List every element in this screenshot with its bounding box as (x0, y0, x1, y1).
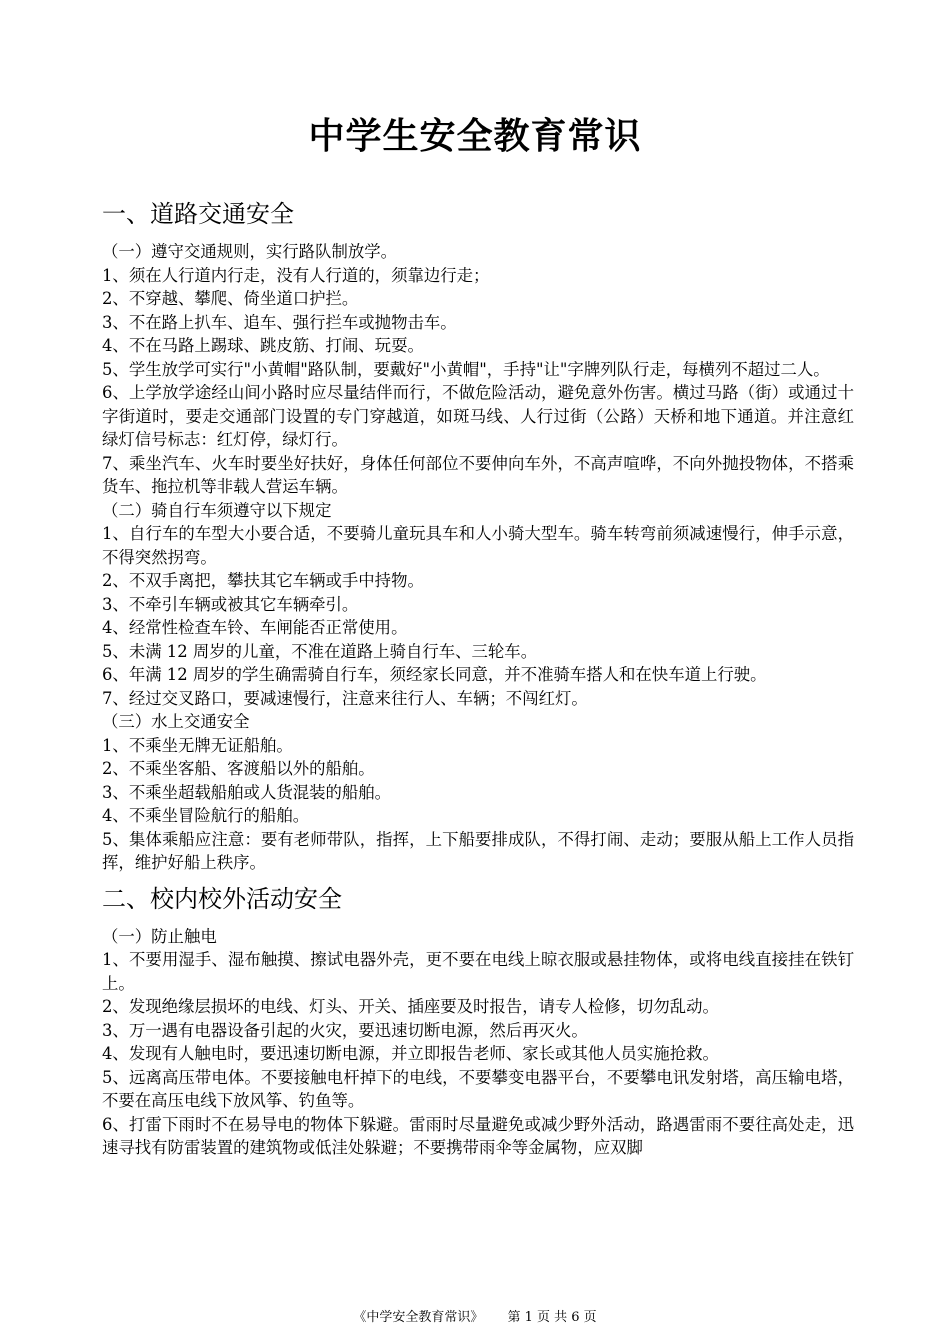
paragraph: 2、不乘坐客船、客渡船以外的船舶。 (102, 759, 375, 778)
section-body-activities (102, 925, 854, 1160)
paragraph: 6、年满 12 周岁的学生确需骑自行车，须经家长同意，并不准骑车搭人和在快车道上行驶。 (102, 665, 767, 684)
paragraph: 3、万一遇有电器设备引起的火灾，要迅速切断电源，然后再灭火。 (102, 1020, 588, 1040)
paragraph: 6、上学放学途经山间小路时应尽量结伴而行，不做危险活动，避免意外伤害。横过马路（街）或通过十字街道时，要走交通部门设置的专门穿越道，如斑马线、人行过街（公路）天桥和地下通道。并注意红绿灯信号标志：红灯停，绿灯行。 (102, 383, 854, 449)
paragraph: 6、打雷下雨时不在易导电的物体下躲避。雷雨时尽量避免或减少野外活动，路遇雷雨不要往高处走，迅速寻找有防雷装置的建筑物或低洼处躲避；不要携带雨伞等金属物，应双脚 (102, 1114, 854, 1157)
paragraph: 7、乘坐汽车、火车时要坐好扶好，身体任何部位不要伸向车外，不高声喧哗，不向外抛投物体，不搭乘货车、拖拉机等非载人营运车辆。 (102, 453, 854, 496)
footer-doc-name: 《中学安全教育常识》 (353, 1310, 484, 1325)
paragraph: 3、不乘坐超载船舶或人货混装的船舶。 (102, 782, 392, 802)
paragraph: 1、不乘坐无牌无证船舶。 (102, 735, 293, 755)
paragraph: （一）遵守交通规则，实行路队制放学。 (102, 242, 398, 261)
section-heading-traffic: 一、道路交通安全 (102, 200, 294, 228)
paragraph: 3、不在路上扒车、追车、强行拦车或抛物击车。 (102, 312, 457, 332)
paragraph: 5、集体乘船应注意：要有老师带队，指挥，上下船要排成队，不得打闹、走动；要服从船上工作人员指挥，维护好船上秩序。 (102, 829, 854, 872)
paragraph: （一）防止触电 (102, 926, 217, 946)
section-heading-activities: 二、校内校外活动安全 (102, 884, 342, 913)
paragraph: 2、发现绝缘层损坏的电线、灯头、开关、插座要及时报告，请专人检修，切勿乱动。 (102, 997, 719, 1016)
paragraph: 1、须在人行道内行走，没有人行道的，须靠边行走； (102, 265, 490, 285)
section-body-traffic (102, 240, 854, 875)
page-footer (0, 1306, 950, 1325)
paragraph: （二）骑自行车须遵守以下规定 (102, 500, 332, 520)
paragraph: 4、不在马路上踢球、跳皮筋、打闹、玩耍。 (102, 336, 424, 355)
paragraph: 3、不牵引车辆或被其它车辆牵引。 (102, 594, 359, 614)
paragraph: （三）水上交通安全 (102, 712, 250, 731)
paragraph: 4、不乘坐冒险航行的船舶。 (102, 806, 310, 825)
paragraph: 5、远离高压带电体。不要接触电杆掉下的电线，不要攀变电器平台，不要攀电讯发射塔，高压输电塔，不要在高压电线下放风筝、钓鱼等。 (102, 1067, 854, 1110)
document-title: 中学生安全教育常识 (308, 116, 642, 157)
paragraph: 5、未满 12 周岁的儿童，不准在道路上骑自行车、三轮车。 (102, 641, 538, 661)
paragraph: 7、经过交叉路口，要减速慢行，注意来往行人、车辆；不闯红灯。 (102, 688, 588, 708)
paragraph: 2、不双手离把，攀扶其它车辆或手中持物。 (102, 571, 424, 590)
paragraph: 4、发现有人触电时，要迅速切断电源，并立即报告老师、家长或其他人员实施抢救。 (102, 1044, 719, 1063)
paragraph: 1、不要用湿手、湿布触摸、擦试电器外壳，更不要在电线上晾衣服或悬挂物体，或将电线直接挂在铁钉上。 (102, 950, 854, 993)
paragraph: 2、不穿越、攀爬、倚坐道口护拦。 (102, 289, 359, 308)
document-body (102, 196, 854, 1160)
paragraph: 5、学生放学可实行"小黄帽"路队制，要戴好"小黄帽"，手持"让"字牌列队行走，每横列不超过二人。 (102, 359, 830, 379)
footer-page-number: 第 1 页 共 6 页 (507, 1310, 597, 1325)
paragraph: 1、自行车的车型大小要合适，不要骑儿童玩具车和人小骑大型车。骑车转弯前须减速慢行，伸手示意，不得突然拐弯。 (102, 524, 854, 567)
paragraph: 4、经常性检查车铃、车闸能否正常使用。 (102, 618, 408, 637)
